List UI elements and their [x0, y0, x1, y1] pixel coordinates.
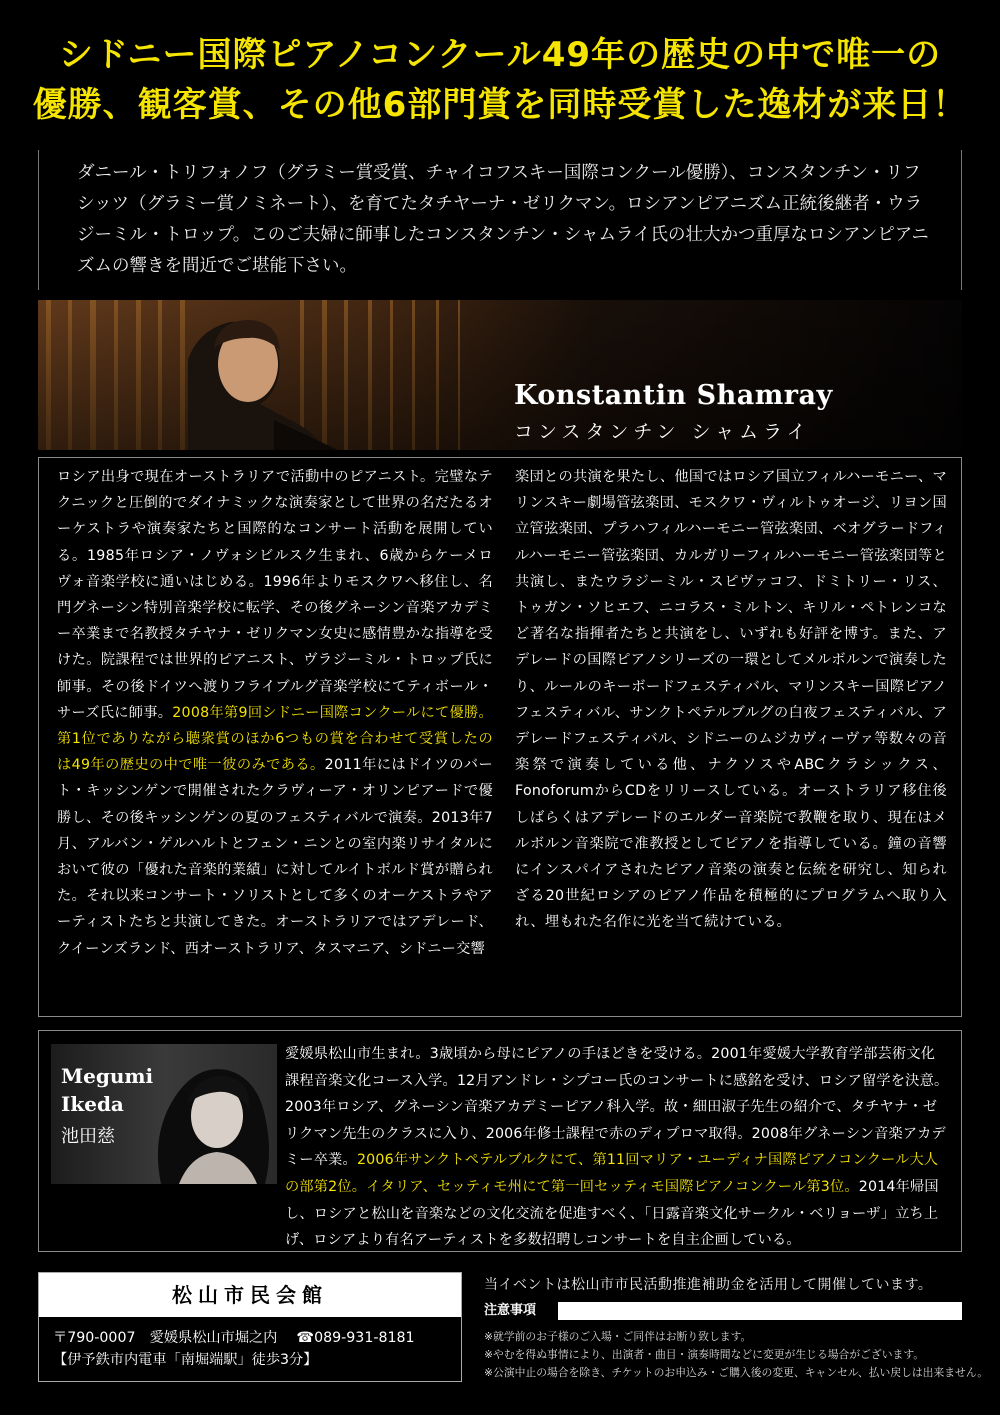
pianist2-bio — [285, 1041, 949, 1254]
pianist2-bio-box — [38, 1030, 962, 1252]
pianist2-name-ja: 池田慈 — [61, 1126, 115, 1147]
venue-box — [38, 1272, 462, 1382]
pianist-name-ja: コンスタンチン シャムライ — [514, 421, 811, 443]
pianist-bio-box — [38, 457, 962, 1017]
pianist2-bio-highlight: 2006年サンクトペテルブルクにて、第11回マリア・ユーディナ国際ピアノコンクール大人の部第2位。イタリア、セッティモ州にて第一回セッティモ国際ピアノコンクール第3位。 — [285, 1152, 939, 1195]
support-note: 当イベントは松山市市民活動推進補助金を活用して開催しています。 — [484, 1277, 933, 1293]
notes-label: 注意事項 — [484, 1303, 537, 1318]
notes-header — [484, 1301, 962, 1321]
headline-line-2: 優勝、観客賞、その他6部門賞を同時受賞した逸材が来日！ — [32, 85, 968, 125]
venue-access: 【伊予鉄市内電車「南堀端駅」徒歩3分】 — [53, 1352, 318, 1368]
pianist-name-en: Konstantin Shamray — [514, 380, 833, 411]
venue-address-line — [39, 1327, 461, 1349]
notes-bar — [558, 1302, 962, 1320]
pianist2-name-en-1: Megumi — [61, 1064, 154, 1088]
pianist-bio-right: 楽団との共演を果たし、他国ではロシア国立フィルハーモニー、マリンスキー劇場管弦楽団、モスクワ・ヴィルトゥオージ、リヨン国立管弦楽団、プラハフィルハーモニー管弦楽団、ベオグラードフィルハーモニー管弦楽団、カルガリーフィルハーモニー管弦楽団等と共演し、またウラジーミル・スピヴァコフ、ドミトリー・リス、トゥガン・ソヒエフ、ニコラス・ミルトン、キリル・ペトレンコなど著名な指揮者たちと共演をし、いずれも好評を博す。また、アデレードの国際ピアノシリーズの一環としてメルボルンで演奏したり、ルールのキーボードフェスティバル、マリンスキー国際ピアノフェスティバル、サンクトペテルブルグの白夜フェスティバル、アデレードフェスティバル、シドニーのムジカヴィーヴァ等数々の音楽祭で演奏している他、ナクソスやABCクラシックス、FonoforumからCDをリリースしている。オーストラリア移住後しばらくはアデレードのエルダー音楽院で教鞭を取り、現在はメルボルン音楽院で准教授としてピアノを指導している。鐘の音響にインスパイアされたピアノ音楽の演奏と伝統を研究し、知られざる20世紀ロシアのピアノ作品を積極的にプログラムへ取り入れ、埋もれた名作に光を当て続けている。 — [515, 469, 947, 931]
pianist-bio-highlight: 2008年第9回シドニー国際コンクールにて優勝。第1位でありながら聴衆賞のほか6つもの賞を合わせて受賞したのは49年の歴史の中で唯一彼のみである。 — [57, 704, 493, 774]
notes-list — [484, 1328, 989, 1382]
headline — [0, 30, 1000, 130]
pianist-bio-left-2: 2011年にはドイツのバート・キッシンゲンで開催されたクラヴィーア・オリンピアードで優勝し、その後キッシンゲンの夏のフェスティバルで演奏。2013年7月、アルバン・ゲルハルトとフェン・ニンとの室内楽リサイタルにおいて彼の「優れた音楽的業績」に対してルイトボルド賞が贈られた。それ以来コンサート・ソリストとして多くのオーケストラやアーティストたちと共演してきた。オーストラリアではアデレード、クイーンズランド、西オーストラリア、タスマニア、シドニー交響 — [57, 757, 493, 957]
venue-address: 〒790-0007 愛媛県松山市堀之内 — [53, 1330, 278, 1346]
venue-tel: ☎089-931-8181 — [296, 1330, 415, 1346]
pianist2-bio-1: 愛媛県松山市生まれ。3歳頃から母にピアノの手ほどきを受ける。2001年愛媛大学教育学部芸術文化課程音楽文化コース入学。12月アンドレ・シプコー氏のコンサートに感銘を受け、ロシア留学を決意。2003年ロシア、グネーシン音楽アカデミーピアノ科入学。故・細田淑子先生の紹介で、タチヤナ・ゼリクマン先生のクラスに入り、2006年修士課程で赤のディプロマ取得。2008年グネーシン音楽アカデミー卒業。 — [285, 1046, 949, 1169]
pianist-bio-left — [57, 464, 493, 962]
pianist2-name-en-2: Ikeda — [61, 1092, 124, 1116]
notes-item: ※就学前のお子様のご入場・ご同伴はお断り致します。 — [484, 1330, 752, 1343]
pianist-bio-left-1: ロシア出身で現在オーストラリアで活動中のピアニスト。完璧なテクニックと圧倒的でダイナミックな演奏家として世界の名だたるオーケストラや演奏家たちと国際的なコンサート活動を展開している。1985年ロシア・ノヴォシビルスク生まれ、6歳からケーメロヴォ音楽学校に通いはじめる。1996年よりモスクワへ移住し、名門グネーシン特別音楽学校に転学、その後グネーシン音楽アカデミー卒業まで名教授タチヤナ・ゼリクマン女史に感情豊かな指導を受けた。院課程では世界的ピアニスト、ヴラジーミル・トロップ氏に師事。その後ドイツへ渡りフライブルグ音楽学校にてティボール・サーズ氏に師事。 — [57, 469, 493, 721]
pianist-photo-banner — [38, 300, 962, 450]
notes-item: ※公演中止の場合を除き、チケットのお申込み・ご購入後の変更、キャンセル、払い戻しは出来ません。 — [484, 1366, 989, 1379]
venue-title: 松山市民会館 — [39, 1273, 461, 1317]
notes-item: ※やむを得ぬ事情により、出演者・曲目・演奏時間などに変更が生じる場合がございます。 — [484, 1348, 925, 1361]
pianist-photo — [38, 300, 962, 450]
pianist2-bio-2: 2014年帰国し、ロシアと松山を音楽などの文化交流を促進すべく、「日露音楽文化サークル・ベリョーザ」立ち上げ、ロシアより有名アーティストを多数招聘しコンサートを自主企画している。 — [285, 1178, 939, 1249]
headline-line-1: シドニー国際ピアノコンクール49年の歴史の中で唯一の — [58, 35, 942, 75]
intro-text: ダニール・トリフォノフ（グラミー賞受賞、チャイコフスキー国際コンクール優勝）、コンスタンチン・リフシッツ（グラミー賞ノミネート）、を育てたタチヤーナ・ゼリクマン。ロシアンピアニズム正統後継者・ウラジーミル・トロップ。このご夫婦に師事したコンスタンチン・シャムライ氏の壮大かつ重厚なロシアンピアニズムの響きを間近でご堪能下さい。 — [38, 150, 962, 290]
pianist2-portrait — [51, 1044, 277, 1184]
pianist2-name-en — [61, 1062, 153, 1118]
